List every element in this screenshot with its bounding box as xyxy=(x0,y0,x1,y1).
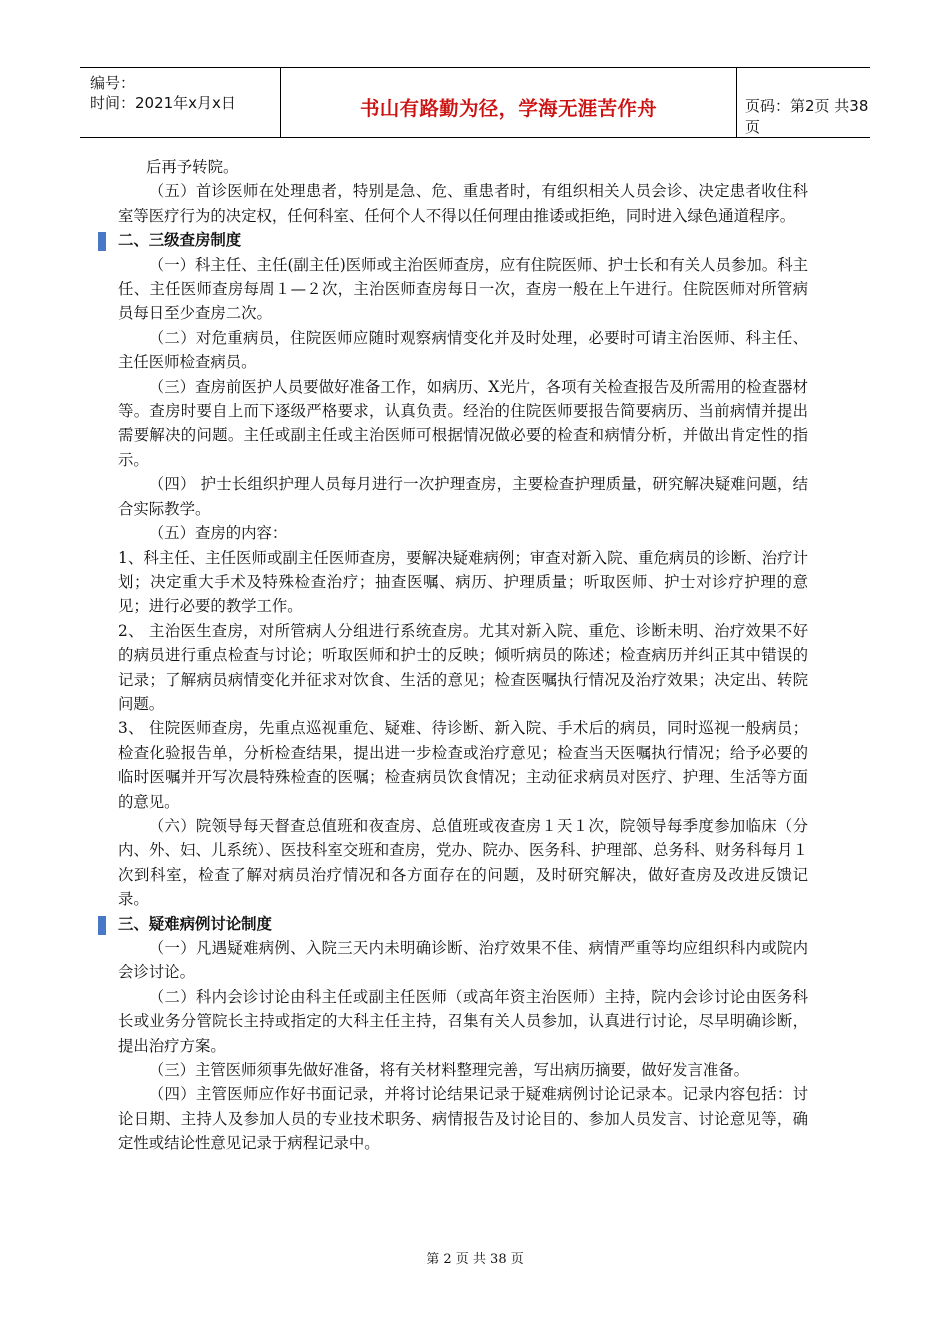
body-paragraph: 2、 主治医生查房，对所管病人分组进行系统查房。尤其对新入院、重危、诊断未明、治疗效果不好的病员进行重点检查与讨论；听取医师和护士的反映；倾听病员的陈述；检查病历并纠正其中错误的记录；了解病员病情变化并征求对饮食、生活的意见；检查医嘱执行情况及治疗效果；决定出、转院问题。 xyxy=(118,621,808,713)
body-paragraph: 后再予转院。 xyxy=(146,158,239,176)
section-heading xyxy=(98,228,808,252)
header-page-code: 页码：第2页 共38页 xyxy=(745,97,869,136)
body-paragraph: 3、 住院医师查房，先重点巡视重危、疑难、待诊断、新入院、手术后的病员，同时巡视一般病员；检查化验报告单，分析检查结果，提出进一步检查或治疗意见；检查当天医嘱执行情况；给予必要的临时医嘱并开写次晨特殊检查的医嘱；检查病员饮食情况；主动征求病员对医疗、护理、生活等方面的意见。 xyxy=(118,719,808,811)
body-paragraph: （六）院领导每天督查总值班和夜查房、总值班或夜查房１天１次，院领导每季度参加临床（分内、外、妇、儿系统）、医技科室交班和查房，党办、院办、医务科、护理部、总务科、财务科每月１次到科室，检查了解对病员治疗情况和各方面存在的问题，及时研究解决，做好查房及改进反馈记录。 xyxy=(118,816,808,909)
section-heading-text: 三、疑难病例讨论制度 xyxy=(118,914,272,933)
heading-marker xyxy=(98,916,106,935)
body-paragraph: 1、科主任、主任医师或副主任医师查房，要解决疑难病例；审查对新入院、重危病员的诊断、治疗计划；决定重大手术及特殊检查治疗；抽查医嘱、病历、护理质量；听取医师、护士对诊疗护理的意见；进行必要的教学工作。 xyxy=(118,548,808,616)
document-time-label: 时间：2021年x月x日 xyxy=(90,94,236,112)
section-heading-text: 二、三级查房制度 xyxy=(118,231,242,250)
heading-marker xyxy=(98,232,106,251)
section-heading xyxy=(98,912,808,936)
header-table xyxy=(80,67,870,138)
body-paragraph: （四） 护士长组织护理人员每月进行一次护理查房，主要检查护理质量，研究解决疑难问题，结合实际教学。 xyxy=(118,475,808,518)
body-paragraph: （五）查房的内容： xyxy=(148,524,288,543)
document-number-label: 编号： xyxy=(90,74,136,92)
page-footer: 第 2 页 共 38 页 xyxy=(426,1252,524,1267)
document-body xyxy=(118,155,808,1156)
body-paragraph: （二）对危重病员，住院医师应随时观察病情变化并及时处理，必要时可请主治医师、科主任、主任医师检查病员。 xyxy=(118,328,808,372)
body-paragraph: （三）主管医师须事先做好准备，将有关材料整理完善，写出病历摘要，做好发言准备。 xyxy=(148,1061,750,1080)
header-page-cell xyxy=(737,68,870,137)
body-paragraph: （一）科主任、主任(副主任)医师或主治医师查房，应有住院医师、护士长和有关人员参加。科主任、主任医师查房每周１—２次，主治医师查房每日一次，查房一般在上午进行。住院医师对所管病员每日至少查房二次。 xyxy=(118,255,808,323)
header-motto: 书山有路勤为径，学海无涯苦作舟 xyxy=(359,97,657,120)
body-paragraph: （三）查房前医护人员要做好准备工作，如病历、X光片，各项有关检查报告及所需用的检查器材等。查房时要自上而下逐级严格要求，认真负责。经治的住院医师要报告简要病历、当前病情并提出需要解决的问题。主任或副主任或主治医师可根据情况做必要的检查和病情分析，并做出肯定性的指示。 xyxy=(118,377,808,469)
header-left-cell xyxy=(80,68,281,137)
body-paragraph: （四）主管医师应作好书面记录，并将讨论结果记录于疑难病例讨论记录本。记录内容包括：讨论日期、主持人及参加人员的专业技术职务、病情报告及讨论目的、参加人员发言、讨论意见等，确定性或结论性意见记录于病程记录中。 xyxy=(118,1085,808,1153)
body-paragraph: （一）凡遇疑难病例、入院三天内未明确诊断、治疗效果不佳、病情严重等均应组织科内或院内会诊讨论。 xyxy=(118,939,808,982)
body-paragraph: （二）科内会诊讨论由科主任或副主任医师（或高年资主治医师）主持，院内会诊讨论由医务科长或业务分管院长主持或指定的大科主任主持，召集有关人员参加，认真进行讨论，尽早明确诊断，提出治疗方案。 xyxy=(118,987,808,1055)
header-motto-cell xyxy=(281,68,737,137)
body-paragraph: （五）首诊医师在处理患者，特别是急、危、重患者时，有组织相关人员会诊、决定患者收住科室等医疗行为的决定权，任何科室、任何个人不得以任何理由推诿或拒绝，同时进入绿色通道程序。 xyxy=(118,182,808,225)
